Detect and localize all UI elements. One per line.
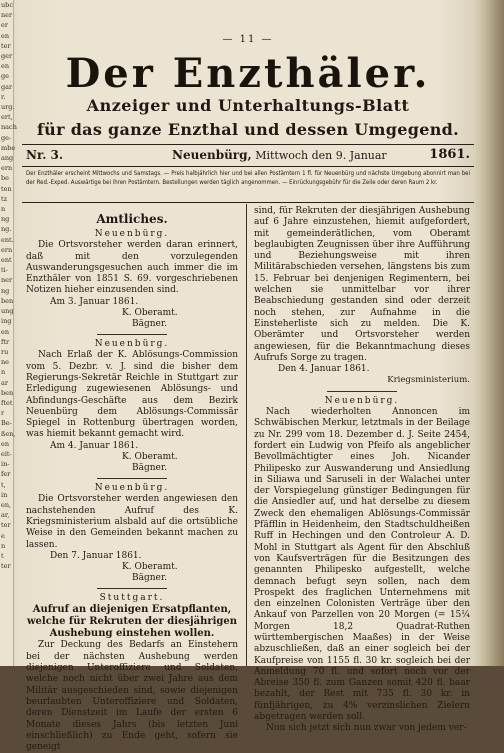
gutter-fragment: ner bbox=[1, 276, 13, 285]
notice-1-signature bbox=[26, 308, 238, 330]
continued-date: Den 4. Januar 1861. bbox=[278, 364, 370, 375]
gutter-fragment: en bbox=[1, 439, 10, 448]
gutter-fragment: be bbox=[1, 174, 10, 183]
gutter-fragment: ftet bbox=[1, 398, 13, 407]
notice-2-place: Neuenbürg. bbox=[94, 339, 170, 350]
gutter-fragment: ten bbox=[1, 184, 12, 193]
gutter-fragment: ang bbox=[1, 154, 14, 163]
gutter-fragment: ne bbox=[1, 358, 10, 367]
notice-1-name: Bägner. bbox=[132, 319, 168, 330]
notice-5-tail: Nun sich jetzt sich nun zwar von jedem ver- bbox=[266, 723, 467, 734]
issue-place: Neuenbürg, bbox=[172, 148, 252, 162]
gutter-fragment: ben bbox=[1, 296, 14, 305]
gutter-fragment: n bbox=[1, 205, 6, 214]
notice-2-signature bbox=[26, 452, 238, 474]
gutter-fragment: ßen, bbox=[1, 429, 16, 438]
left-column bbox=[26, 208, 238, 753]
gutter-fragment: urg. bbox=[1, 103, 15, 112]
separator bbox=[97, 478, 167, 479]
notice-rule bbox=[22, 202, 474, 203]
gutter-fragment: ti- bbox=[1, 266, 8, 275]
notice-1-place: Neuenbürg. bbox=[94, 229, 170, 239]
gutter-fragment: ar, bbox=[1, 511, 10, 520]
column-divider bbox=[246, 204, 247, 666]
dateline-rule bbox=[22, 166, 474, 167]
notice-2-name: Bägner. bbox=[132, 463, 168, 474]
gutter-fragment: gar bbox=[1, 82, 13, 91]
gutter-fragment: en bbox=[1, 31, 10, 40]
gutter-fragment: eit- bbox=[1, 449, 12, 458]
gutter-fragment: ert, bbox=[1, 113, 13, 122]
notice-1-date: Am 3. Januar 1861. bbox=[50, 296, 139, 307]
gutter-fragment: ing bbox=[1, 317, 12, 326]
notice-5-text: Nach wiederholten Annoncen im Schwäbischen Merkur, letztmals in der Beilage zu Nr. 299 vom 18. Dezember d. J. Seite 2454, fordert ein Ludwig von Pfeifo als angeblicher Bevollmächtigter eines Joh. Nicander Philipesko zur Auswanderung und Ansiedlung in Siliawa und Saruseli in der Walachei unter der Vorspiegelung günstiger Bedingungen für die Ansiedler auf, und hat derselbe zu diesem Zweck den ehemaligen Ablösungs-Commissär Pfäfflin in Heidenheim, den Stadtschuldheißen Ruff in Hechingen und den Controleur A. D. Mohl in Stuttgart als Agent für den Abschluß von Kaufsverträgen für die Besitzungen des genannten Philipesko aufgestellt, welche demnach befugt seyn sollen, nach dem Prospekt des fraglichen Unternehmens mit den einzelnen Colonisten Verträge über den Ankauf von Parzellen von 20 Morgen (= 15¼ Morgen 18,2 Quadrat-Ruthen württembergischen Maaßes) in der Weise abzuschließen, daß an einer sogleich bei der Kaufpreise von 1155 fl. 30 kr. sogleich bei der Anmeldung 70 fl. und sofort noch vor der Abreise 350 fl. zum Ganzen somit 420 fl. baar bezahlt, der Rest mit 735 fl. 30 kr. in fünfjährigen, zu 4% verzinslichen Zielern abgetragen werden soll. bbox=[254, 407, 470, 723]
masthead-subtitle-1: Anzeiger und Unterhaltungs-Blatt bbox=[86, 96, 410, 115]
subscription-notice: Der Enzthäler erscheint Mittwochs und Samstags. — Preis halbjährlich hier und bei allen Postämtern 1 fl. für Neuenbürg und nächste Umgebung abonnirt man bei der Red.-Exped. Auswärtige bei ihren Postämtern. Bestellungen werden täglich angenommen. — Einrückungsgebühr für die Zeile oder deren Raum 2 kr. bbox=[26, 170, 470, 186]
gutter-fragment: ubc bbox=[1, 1, 13, 9]
gutter-fragment: mbe bbox=[1, 143, 16, 152]
newspaper-page bbox=[22, 0, 474, 753]
notice-4-title: Aufruf an diejenigen Ersatpflanten, welche für Rekruten der diesjährigen Aushebung einstehen wollen. bbox=[26, 604, 238, 640]
notice-3-place: Neuenbürg. bbox=[94, 483, 170, 494]
issue-date: Mittwoch den 9. Januar bbox=[255, 149, 387, 162]
dateline bbox=[22, 145, 474, 165]
gutter-fragment: ftr bbox=[1, 337, 10, 346]
previous-page-gutter bbox=[0, 0, 17, 666]
right-column bbox=[254, 206, 470, 735]
gutter-fragment: ern bbox=[1, 164, 13, 173]
gutter-fragment: ge- bbox=[1, 133, 12, 142]
issue-number: Nr. 3. bbox=[26, 148, 64, 162]
page-number: — 11 — bbox=[222, 34, 274, 45]
notice-2-text: Nach Erlaß der K. Ablösungs-Commission vom 5. Dezbr. v. J. sind die bisher dem Regierungs-Sekretär Reichle in Stuttgart zur Erledigung zugewiesenen Ablösungs- und Abfindungs-Geschäfte aus dem Bezirk Neuenbürg dem Ablösungs-Commissär Spiegel in Rottenburg übertragen worden, was hiemit bekannt gemacht wird. bbox=[26, 350, 238, 440]
gutter-fragment: en bbox=[1, 327, 10, 336]
section-title: Amtliches. bbox=[96, 212, 168, 226]
gutter-fragment: tz bbox=[1, 194, 8, 203]
continued-text: sind, für Rekruten der diesjährigen Aushebung auf 6 Jahre einzustehen, hiemit aufgefordert, mit gemeinderätlichen, vom Oberamt beglaubigten Zeugnissen über ihre Aufführung und Beziehungsweise mit ihren Militärabschieden versehen, längstens bis zum 15. Februar bei denjenigen Regimentern, bei welchen sie unmittelbar vor ihrer Beabschiedung gestanden sind oder derzeit noch stehen, zur Aufnahme in die Einsteherliste sich zu melden. Die K. Oberämter und Ortsvorsteher werden angewiesen, für die Bekanntmachung dieses Aufrufs Sorge zu tragen. bbox=[254, 206, 470, 363]
gutter-fragment: er bbox=[1, 21, 8, 30]
notice-2-office: K. Oberamt. bbox=[122, 452, 178, 463]
gutter-fragment: en bbox=[1, 62, 10, 71]
gutter-fragment: nach bbox=[1, 123, 17, 132]
masthead-title: Der Enzthäler. bbox=[65, 50, 431, 97]
issue-year: 1861. bbox=[429, 147, 470, 162]
gutter-fragment: ner bbox=[1, 11, 13, 20]
notice-2-date: Am 4. Januar 1861. bbox=[50, 440, 139, 451]
gutter-fragment: ger bbox=[1, 52, 13, 61]
gutter-fragment: ar bbox=[1, 378, 8, 387]
gutter-fragment: ung bbox=[1, 307, 14, 316]
gutter-fragment: fer bbox=[1, 470, 11, 479]
notice-4-place: Stuttgart. bbox=[99, 593, 165, 604]
separator bbox=[97, 334, 167, 335]
gutter-fragment: ter bbox=[1, 41, 11, 50]
gutter-fragment: in bbox=[1, 490, 8, 499]
gutter-fragment: n bbox=[1, 368, 6, 377]
gutter-fragment: ern bbox=[1, 245, 13, 254]
issue-place-date bbox=[172, 148, 387, 162]
gutter-fragment: ter bbox=[1, 521, 11, 530]
notice-3-date: Den 7. Januar 1861. bbox=[50, 550, 142, 561]
gutter-fragment: t, bbox=[1, 480, 6, 489]
separator bbox=[327, 391, 397, 392]
gutter-fragment: en, bbox=[1, 500, 12, 509]
gutter-fragment: ben bbox=[1, 388, 14, 397]
gutter-fragment: ge bbox=[1, 72, 10, 81]
notice-3-text: Die Ortsvorsteher werden angewiesen den nachstehenden Aufruf des K. Kriegsministerium alsbald auf die ortsübliche Weise in den Gemeinden bekannt machen zu lassen. bbox=[26, 494, 238, 550]
masthead-subtitle-2: für das ganze Enzthal und dessen Umgegend. bbox=[36, 120, 460, 139]
gutter-fragment: ter bbox=[1, 562, 11, 571]
gutter-fragment: ent. bbox=[1, 235, 14, 244]
gutter-fragment: ent bbox=[1, 256, 12, 265]
gutter-fragment: in- bbox=[1, 460, 10, 469]
gutter-fragment: e bbox=[1, 531, 5, 540]
notice-3-name: Bägner. bbox=[132, 573, 168, 584]
gutter-fragment: Be- bbox=[1, 419, 12, 428]
notice-3-signature bbox=[26, 562, 238, 584]
notice-1-text: Die Ortsvorsteher werden daran erinnert, daß mit den vorzulegenden Auswanderungsgesuchen auch immer die im Enzthäler von 1851 S. 69. vorgeschriebenen Notizen hieher einzusenden sind. bbox=[26, 240, 238, 296]
notice-3-office: K. Oberamt. bbox=[122, 562, 178, 573]
gutter-fragment: ng bbox=[1, 286, 10, 295]
gutter-fragment: n bbox=[1, 541, 6, 550]
gutter-fragment: ng bbox=[1, 215, 10, 224]
gutter-fragment: ng. bbox=[1, 225, 12, 234]
continued-signature: Kriegsministerium. bbox=[387, 375, 470, 386]
gutter-fragment: r bbox=[1, 409, 5, 418]
gutter-fragment: t bbox=[1, 551, 4, 560]
gutter-fragment: r. bbox=[1, 92, 6, 101]
separator bbox=[97, 588, 167, 589]
notice-4-text: Zur Deckung des Bedarfs an Einstehern bei der nächsten Aushebung werden diejenigen Unteroffiziere und Soldaten, welche noch nicht über zwei Jahre aus dem Militär ausgeschieden sind, sowie diejenigen beurlaubten Unteroffiziere und Soldaten, deren Dienstzeit im Laufe der ersten 6 Monate dieses Jahrs (bis letzten Juni einschließlich) zu Ende geht, sofern sie geneigt bbox=[26, 640, 238, 753]
book-edge bbox=[474, 0, 504, 666]
gutter-fragment: ru bbox=[1, 347, 9, 356]
notice-5-place: Neuenbürg. bbox=[324, 395, 400, 406]
notice-1-office: K. Oberamt. bbox=[122, 308, 178, 319]
